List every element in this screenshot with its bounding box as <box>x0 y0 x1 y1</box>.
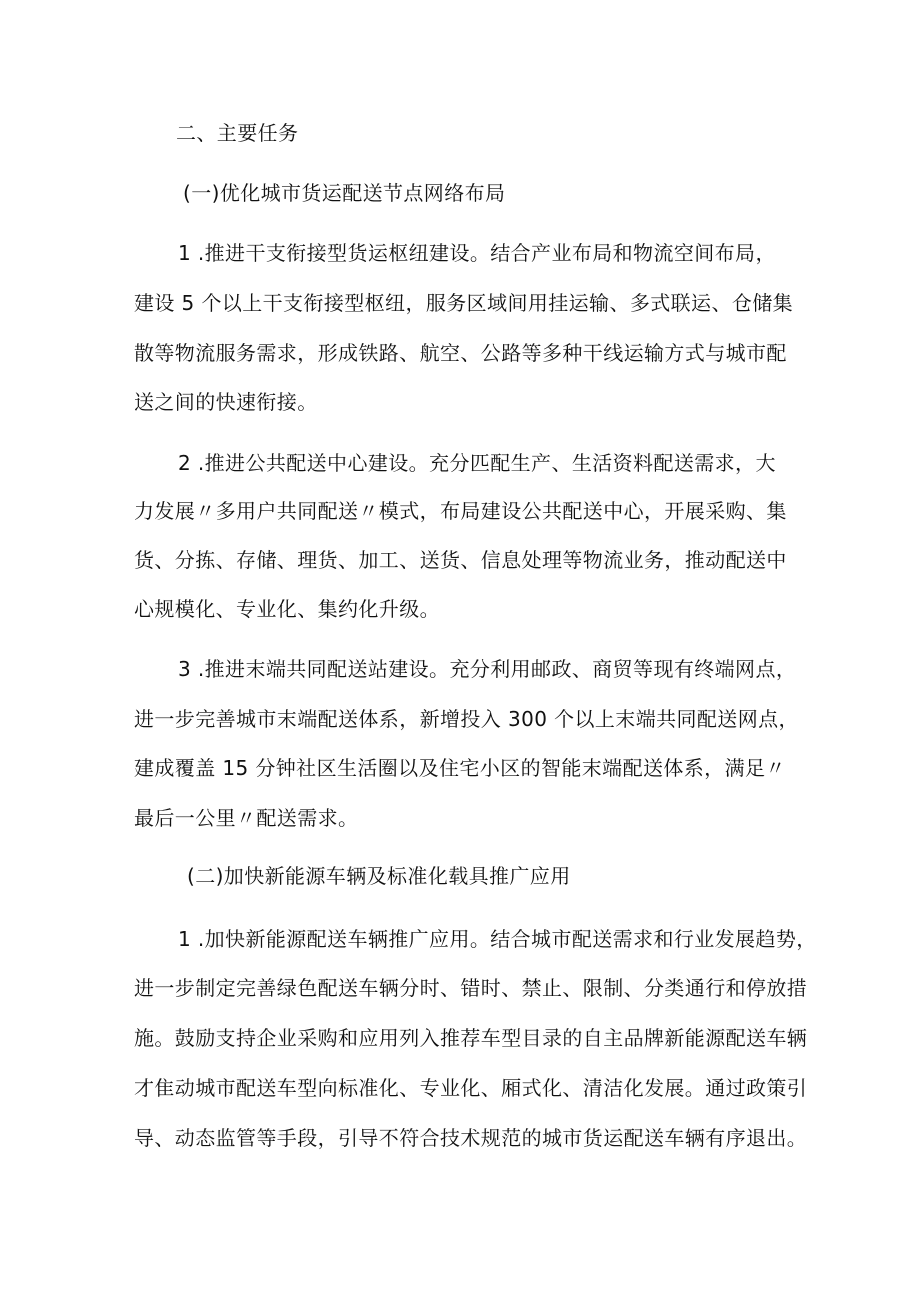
paragraph-line: 进一步完善城市末端配送体系，新增投入 300 个以上末端共同配送网点， <box>134 707 799 731</box>
paragraph-line: 3 .推进末端共同配送站建设。充分利用邮政、商贸等现有终端网点， <box>178 657 797 681</box>
paragraph-line: 1 .加快新能源配送车辆推广应用。结合城市配送需求和行业发展趋势， <box>178 927 817 951</box>
paragraph-line: 施。鼓励支持企业采购和应用列入推荐车型目录的自主品牌新能源配送车辆 <box>134 1026 808 1050</box>
paragraph-line: 货、分拣、存储、理货、加工、送货、信息处理等物流业务，推动配送中 <box>134 548 787 572</box>
subsection-title: (二)加快新能源车辆及标准化载具推广应用 <box>187 864 571 888</box>
paragraph-line: 心规模化、专业化、集约化升级。 <box>134 597 440 621</box>
paragraph-line: 1 .推进干支衔接型货运枢纽建设。结合产业布局和物流空间布局， <box>178 241 776 265</box>
section-heading: 二、主要任务 <box>176 121 299 145</box>
paragraph-line: 建成覆盖 15 分钟社区生活圈以及住宅小区的智能末端配送体系，满足〃 <box>134 756 786 780</box>
paragraph-line: 散等物流服务需求，形成铁路、航空、公路等多种干线运输方式与城市配 <box>134 341 787 365</box>
paragraph-line: 导、动态监管等手段，引导不符合技术规范的城市货运配送车辆有序退出。 <box>134 1126 808 1150</box>
paragraph-line: 才隹动城市配送车型向标准化、专业化、厢式化、清洁化发展。通过政策引 <box>134 1076 808 1100</box>
paragraph-line: 进一步制定完善绿色配送车辆分时、错时、禁止、限制、分类通行和停放措 <box>134 976 808 1000</box>
subsection-title: (一)优化城市货运配送节点网络布局 <box>183 181 506 205</box>
paragraph-line: 最后一公里〃配送需求。 <box>134 806 359 830</box>
paragraph-line: 送之间的快速衔接。 <box>134 390 318 414</box>
paragraph-line: 2 .推进公共配送中心建设。充分匹配生产、生活资料配送需求，大 <box>178 451 776 475</box>
paragraph-line: 建设 5 个以上干支衔接型枢纽，服务区域间用挂运输、多式联运、仓储集 <box>134 291 794 315</box>
paragraph-line: 力发展〃多用户共同配送〃模式，布局建设公共配送中心，开展采购、集 <box>134 499 787 523</box>
